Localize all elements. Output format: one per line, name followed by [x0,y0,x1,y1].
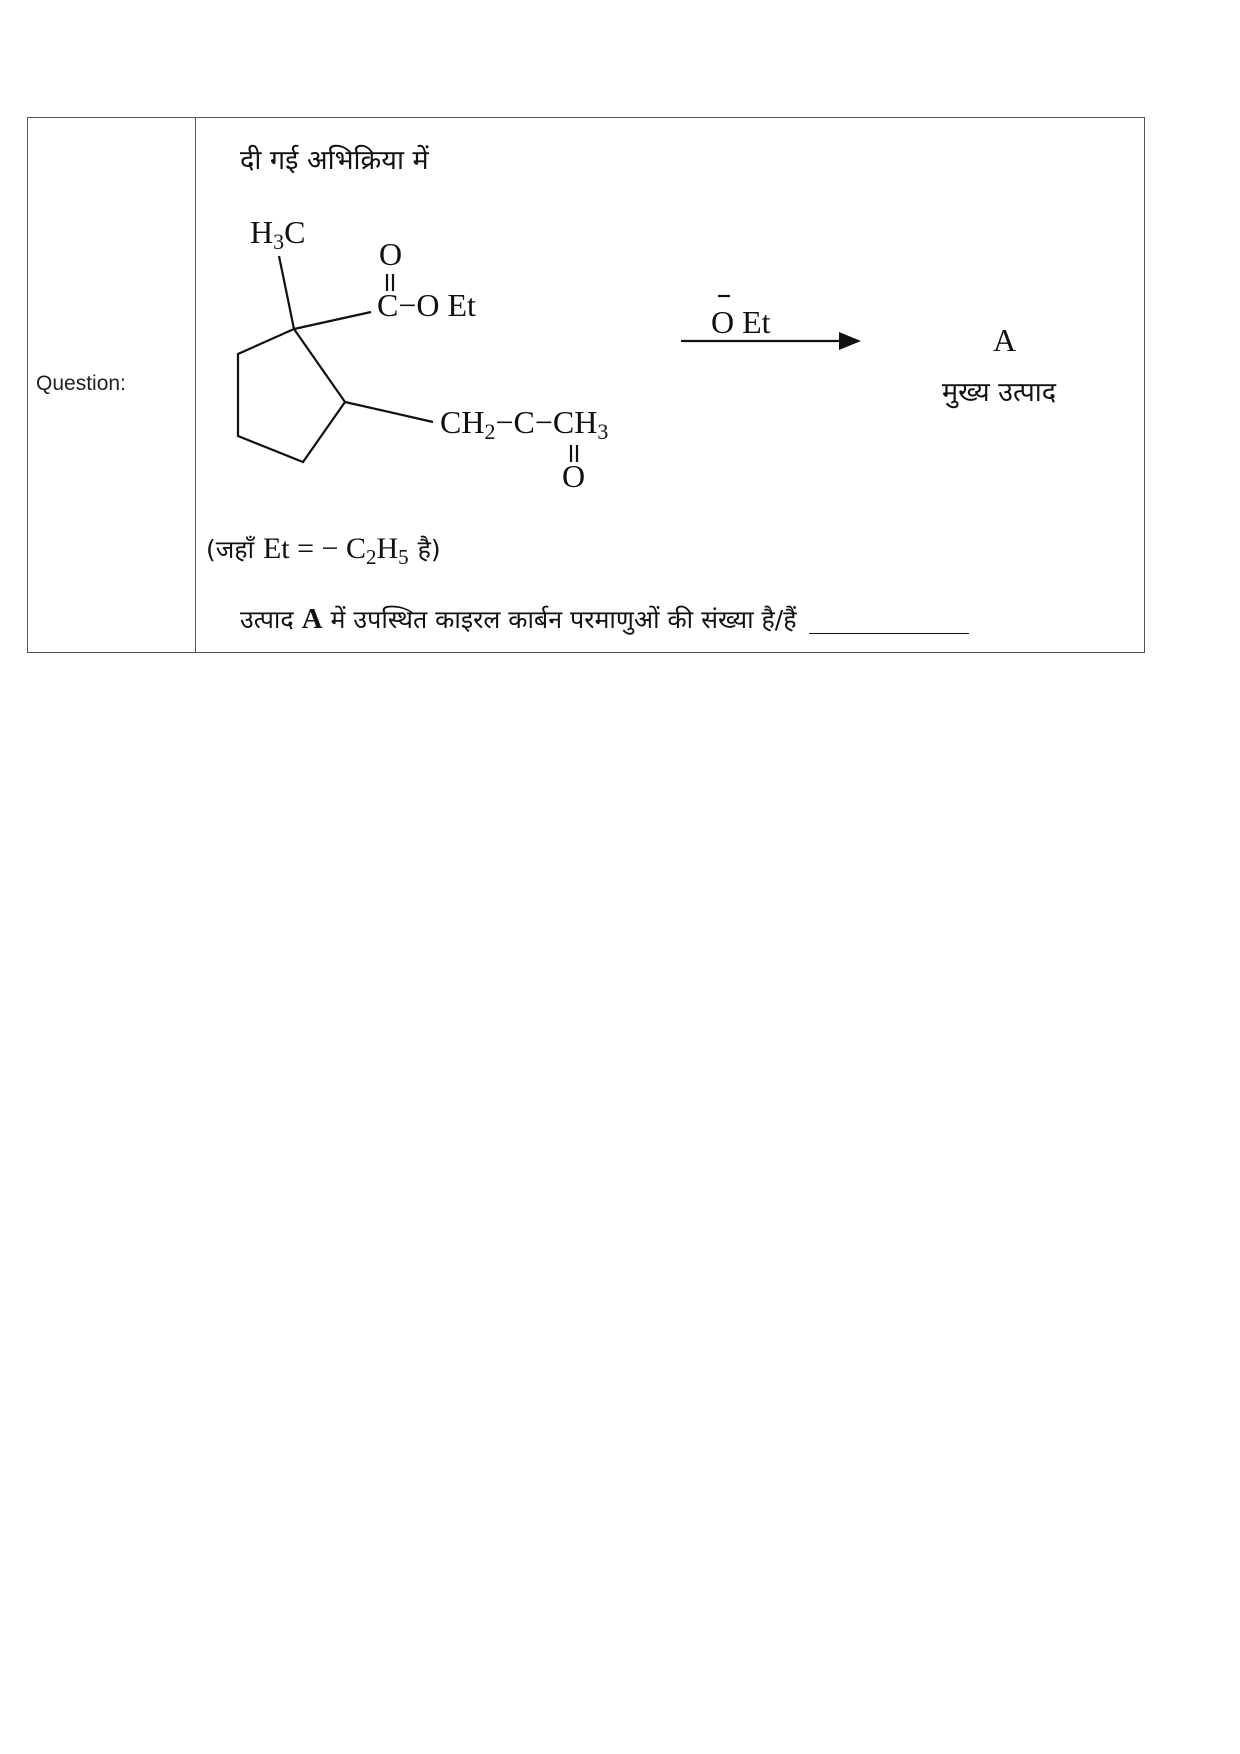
methyl-label: $H_3C$ [250,214,306,254]
product-symbol: A [993,322,1017,358]
product-ref: A [301,603,323,635]
answer-blank[interactable] [809,633,969,634]
methyl-bond [279,256,294,329]
condition-open: (जहाँ [206,535,255,564]
condition-close: है) [417,535,441,564]
question-text: उत्पाद A में उपस्थित काइरल कार्बन परमाणुओं की संख्या है/हैं [240,602,969,636]
label-cell [28,118,196,652]
reagent-label: O Et [711,304,771,340]
ester-group-label: C−O Et [377,287,476,323]
ketone-oxygen-label: O [562,458,586,494]
arrow-head [839,332,861,350]
cyclopentane-ring [238,329,345,462]
question-intro: दी गई अभिक्रिया में [240,145,429,176]
side-chain-bond [345,402,433,422]
ester-oxygen-label: O [379,236,403,272]
question-label: Question: [36,372,126,395]
product-caption: मुख्य उत्पाद [942,377,1057,408]
ester-bond [294,312,371,329]
condition-line [206,532,441,570]
question-table [27,117,1145,653]
question-content [196,118,1144,652]
condition-expr: Et = − $C_2H_5$ [262,532,409,569]
side-chain-label: $CH_2-C-CH_3$ [440,404,609,444]
